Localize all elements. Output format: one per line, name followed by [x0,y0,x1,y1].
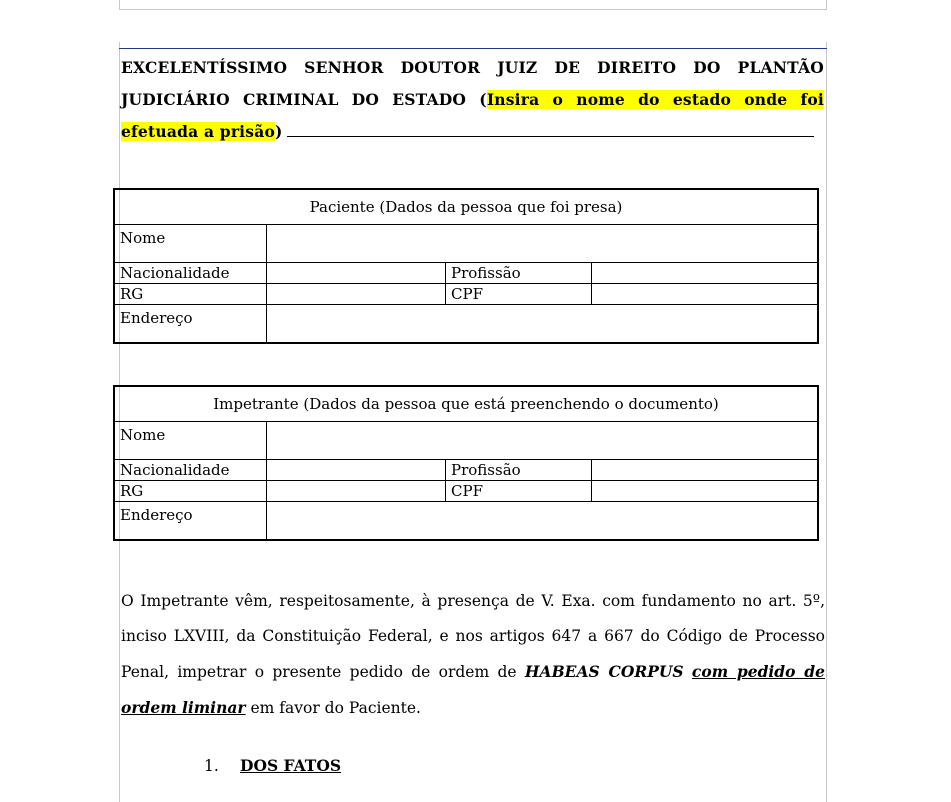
paciente-cpf-field[interactable] [592,284,819,305]
impetrante-rg-label: RG [114,481,267,502]
paciente-nacionalidade-field[interactable] [267,263,446,284]
state-placeholder-highlight-cont[interactable]: efetuada a prisão [121,122,275,141]
paciente-nome-field[interactable] [267,225,819,263]
impetrante-cpf-field[interactable] [592,481,819,502]
petition-paragraph [121,584,825,726]
impetrante-endereco-label: Endereço [114,502,267,541]
impetrante-rg-field[interactable] [267,481,446,502]
impetrante-table [113,385,819,541]
impetrante-nacionalidade-field[interactable] [267,460,446,481]
fill-in-line[interactable] [287,122,814,137]
section-heading [204,756,341,775]
paciente-rg-field[interactable] [267,284,446,305]
paciente-table [113,188,819,344]
paciente-nome-label: Nome [114,225,267,263]
section-number: 1. [204,757,219,775]
paciente-rg-label: RG [114,284,267,305]
liminar-emphasis: com pedido de ordem liminar [121,662,825,717]
paciente-nacionalidade-label: Nacionalidade [114,263,267,284]
paragraph-body: O Impetrante vêm, respeitosamente, à presença de V. Exa. com fundamento no art. 5º, inciso LXVIII, da Constituição Federal, e nos artigos 647 a 667 do Código de Processo Penal, impetrar o presente pedido de ordem de [121,592,825,681]
impetrante-profissao-label: Profissão [446,460,592,481]
petition-heading [121,52,824,148]
previous-page-edge [119,0,827,10]
impetrante-nacionalidade-label: Nacionalidade [114,460,267,481]
header-rule [119,48,827,49]
heading-close-paren: ) [274,122,283,141]
impetrante-cpf-label: CPF [446,481,592,502]
impetrante-profissao-field[interactable] [592,460,819,481]
impetrante-table-title: Impetrante (Dados da pessoa que está preenchendo o documento) [114,386,818,422]
section-title: DOS FATOS [240,756,342,775]
habeas-corpus-emphasis: HABEAS CORPUS [524,662,684,681]
paciente-endereco-field[interactable] [267,305,819,344]
impetrante-nome-label: Nome [114,422,267,460]
paciente-profissao-field[interactable] [592,263,819,284]
paragraph-tail: em favor do Paciente. [245,699,421,717]
heading-text: EXCELENTÍSSIMO SENHOR DOUTOR JUIZ DE DIREITO DO PLANTÃO JUDICIÁRIO CRIMINAL DO ESTADO ( [121,58,824,109]
paciente-table-title: Paciente (Dados da pessoa que foi presa) [114,189,818,225]
paciente-profissao-label: Profissão [446,263,592,284]
paciente-endereco-label: Endereço [114,305,267,344]
state-placeholder-highlight[interactable]: Insira o nome do estado onde foi [486,90,824,109]
paciente-cpf-label: CPF [446,284,592,305]
impetrante-endereco-field[interactable] [267,502,819,541]
impetrante-nome-field[interactable] [267,422,819,460]
